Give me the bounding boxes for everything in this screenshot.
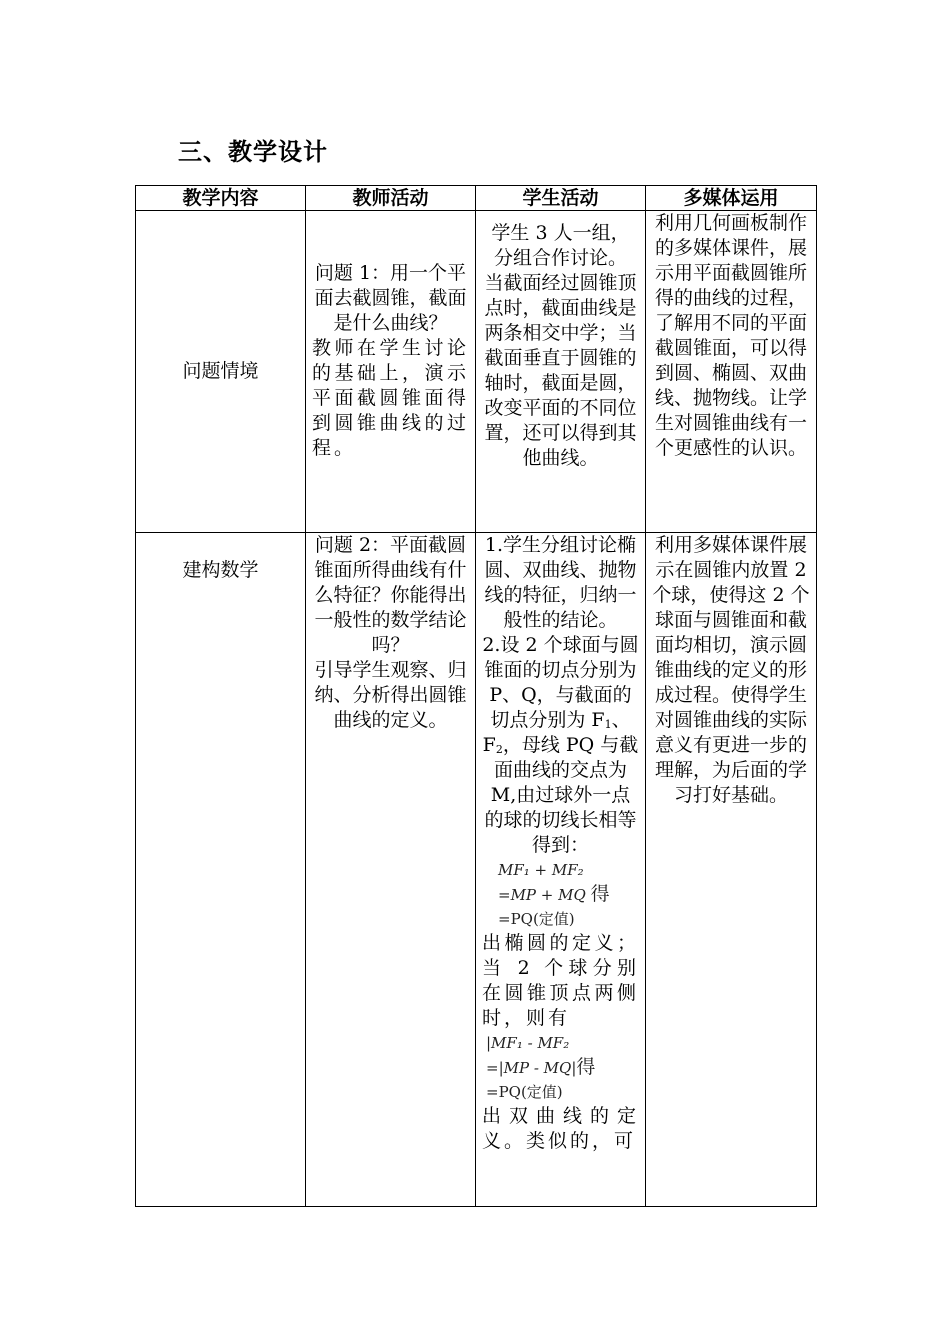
formula-line: =PQ(定值) [498, 910, 575, 928]
col-header-student: 学生活动 [476, 186, 646, 211]
row1-teacher-cell [306, 211, 476, 533]
row2-teacher-q: 问题 2：平面截圆锥面所得曲线有什么特征？你能得出一般性的数学结论吗？ [314, 534, 467, 656]
teaching-design-table [135, 185, 817, 1207]
col-header-media: 多媒体运用 [646, 186, 817, 211]
row1-media-cell [646, 211, 817, 533]
row2-media-cell [646, 533, 817, 1207]
row2-content: 建构数学 [182, 559, 259, 581]
row2-student-cell [476, 533, 646, 1207]
row2-student-p1: 1.学生分组讨论椭圆、双曲线、抛物线的特征，归纳一般性的结论。 [484, 534, 637, 631]
row1-student-cell [476, 211, 646, 533]
row2-student-p2-text: 、F [482, 709, 631, 756]
table-header-row [136, 186, 817, 211]
row2-student-p4: 出双曲线的定义。类似的，可 [482, 1105, 639, 1152]
row2-media: 利用多媒体课件展示在圆锥内放置 2 个球，使得这 2 个球面与圆锥面和截面均相切，演示圆锥曲线的定义的形成过程。使得学生对圆锥曲线的实际意义有更进一步的理解，为后面的学习打好基础。 [652, 534, 810, 806]
row2-student-p3: 出椭圆的定义；当 2 个球分别在圆锥顶点两侧时，则有 [482, 932, 639, 1029]
row1-student-p1: 学生 3 人一组，分组合作讨论。 [491, 222, 630, 269]
formula-ellipse [482, 858, 639, 931]
formula-hyperbola [482, 1031, 639, 1104]
col-header-content: 教学内容 [136, 186, 306, 211]
row1-teacher-q: 问题 1：用一个平面去截圆锥，截面是什么曲线？ [314, 261, 467, 334]
row2-student-p2-text: ，母线 PQ 与截面曲线的交点为 M,由过球外一点的球的切线长相等得到： [484, 734, 639, 856]
row2-student-p2-text: 2.设 2 个球面与圆锥面的切点分别为 P、Q，与截面的切点分别为 F [482, 634, 639, 731]
row1-student-p2: 当截面经过圆锥顶点时，截面曲线是两条相交中学；当截面垂直于圆锥的轴时，截面是圆，改变平面的不同位置，还可以得到其他曲线。 [484, 272, 637, 469]
formula-line: MF₁ + MF₂ [498, 861, 584, 879]
formula-word: 得 [590, 883, 610, 905]
formula-line: =PQ(定值) [486, 1083, 563, 1101]
row1-content-cell [136, 211, 306, 533]
table-row [136, 533, 817, 1207]
row1-content: 问题情境 [182, 360, 259, 382]
row1-teacher-act: 教师在学生讨论的基础上，演示平面截圆锥面得到圆锥曲线的过程。 [312, 336, 469, 459]
formula-line: =|MP - MQ| [486, 1059, 577, 1077]
section-heading: 三、教学设计 [178, 137, 328, 166]
formula-line: =MP + MQ [498, 886, 586, 904]
table-row [136, 211, 817, 533]
formula-line: |MF₁ - MF₂ [486, 1034, 570, 1052]
col-header-teacher: 教师活动 [306, 186, 476, 211]
row2-teacher-cell [306, 533, 476, 1207]
subscript: 1 [604, 718, 612, 731]
row1-media: 利用几何画板制作的多媒体课件，展示用平面截圆锥所得的曲线的过程，了解用不同的平面截圆锥面，可以得到圆、椭圆、双曲线、抛物线。让学生对圆锥曲线有一个更感性的认识。 [654, 212, 807, 459]
row2-content-cell [136, 533, 306, 1207]
formula-word: 得 [576, 1056, 596, 1078]
row2-teacher-act: 引导学生观察、归纳、分析得出圆锥曲线的定义。 [314, 659, 467, 731]
subscript: 2 [495, 743, 503, 756]
row2-student-p2 [482, 633, 639, 858]
